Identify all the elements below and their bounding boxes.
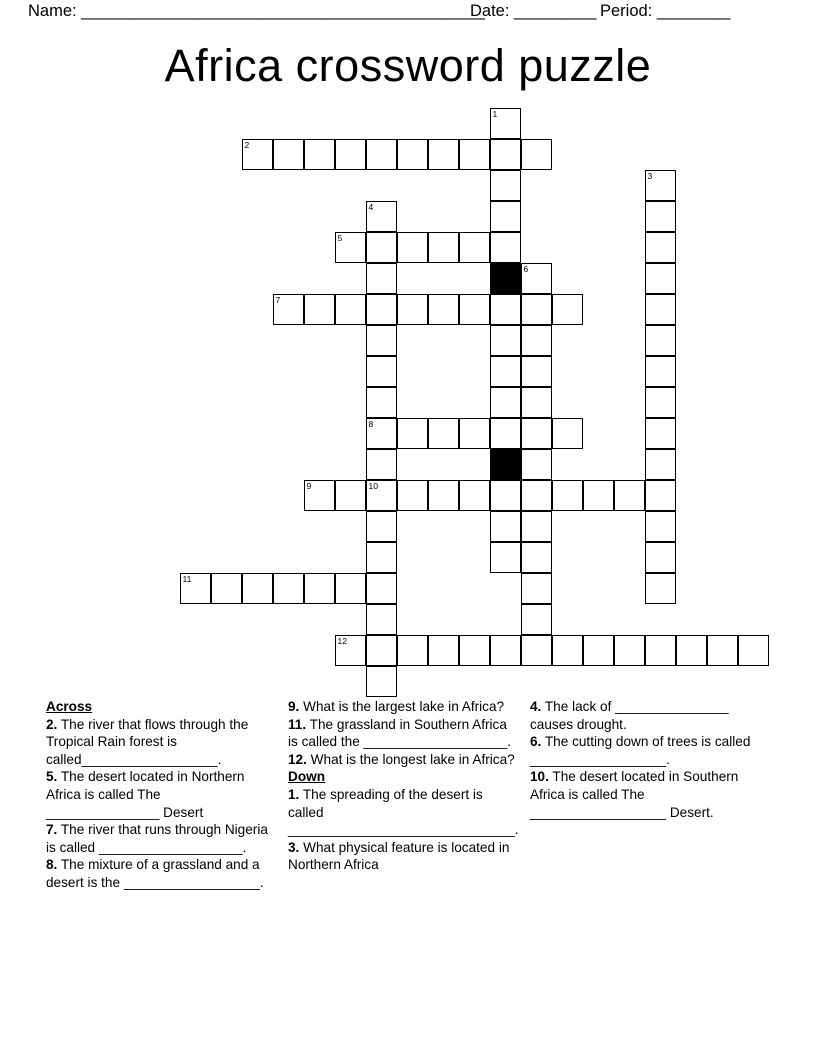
down-heading: Down: [288, 769, 325, 785]
grid-cell[interactable]: [366, 294, 397, 325]
clue-number: 1.: [288, 786, 300, 802]
clue-number: 6.: [530, 734, 542, 750]
clue-section: [0, 698, 816, 958]
grid-cell[interactable]: [366, 666, 397, 697]
clue-item: [530, 733, 766, 768]
grid-cell[interactable]: [459, 294, 490, 325]
clue-number: 3.: [288, 839, 300, 855]
grid-cell[interactable]: [490, 201, 521, 232]
grid-cell[interactable]: [490, 635, 521, 666]
clue-text: The cutting down of trees is called __________________.: [530, 734, 751, 767]
grid-cell[interactable]: [490, 418, 521, 449]
grid-cell[interactable]: [645, 263, 676, 294]
page-title: Africa crossword puzzle: [164, 40, 652, 91]
grid-cell[interactable]: [521, 418, 552, 449]
grid-cell-number: 4: [368, 202, 374, 212]
grid-cell[interactable]: [459, 418, 490, 449]
clue-item: [288, 698, 520, 716]
clue-number: 7.: [46, 822, 58, 838]
grid-cell[interactable]: [521, 387, 552, 418]
clue-item: [46, 768, 271, 821]
grid-cell-blocked: [490, 449, 521, 480]
grid-cell[interactable]: [521, 511, 552, 542]
grid-cell[interactable]: [428, 418, 459, 449]
grid-cell-number: 3: [647, 171, 653, 181]
header: [0, 2, 816, 26]
grid-cell-blocked: [490, 263, 521, 294]
clue-number: 9.: [288, 699, 300, 714]
grid-cell[interactable]: [583, 635, 614, 666]
grid-cell[interactable]: [366, 201, 397, 232]
grid-cell[interactable]: [552, 480, 583, 511]
grid-cell-number: 7: [275, 295, 281, 305]
clue-number: 5.: [46, 769, 58, 785]
grid-cell[interactable]: [521, 480, 552, 511]
grid-cell-number: 2: [244, 140, 250, 150]
grid-cell[interactable]: [335, 480, 366, 511]
grid-cell[interactable]: [366, 480, 397, 511]
grid-cell[interactable]: [645, 170, 676, 201]
grid-cell[interactable]: [273, 294, 304, 325]
grid-cell[interactable]: [366, 356, 397, 387]
grid-cell[interactable]: [645, 511, 676, 542]
grid-cell[interactable]: [459, 232, 490, 263]
grid-cell[interactable]: [521, 449, 552, 480]
grid-cell[interactable]: [521, 356, 552, 387]
grid-cell[interactable]: [738, 635, 769, 666]
grid-cell[interactable]: [366, 263, 397, 294]
grid-cell[interactable]: [645, 356, 676, 387]
grid-cell[interactable]: [490, 542, 521, 573]
grid-cell[interactable]: [335, 573, 366, 604]
grid-cell[interactable]: [366, 573, 397, 604]
grid-cell-number: 12: [337, 636, 347, 646]
grid-cell[interactable]: [304, 480, 335, 511]
grid-cell[interactable]: [490, 294, 521, 325]
grid-cell[interactable]: [645, 449, 676, 480]
grid-cell[interactable]: [645, 201, 676, 232]
grid-cell-number: 11: [182, 574, 192, 584]
clue-text: The lack of _______________ causes drought.: [530, 699, 729, 732]
clue-number: 8.: [46, 857, 58, 873]
grid-cell[interactable]: [645, 294, 676, 325]
clue-item: [530, 698, 766, 733]
grid-cell[interactable]: [521, 635, 552, 666]
clue-item: [530, 768, 766, 821]
grid-cell[interactable]: [397, 139, 428, 170]
grid-cell-number: 10: [368, 481, 378, 491]
clue-number: 11.: [288, 716, 307, 732]
grid-cell[interactable]: [366, 232, 397, 263]
grid-cell[interactable]: [273, 139, 304, 170]
grid-cell-number: 9: [306, 481, 312, 491]
clue-text: What is the longest lake in Africa?: [306, 751, 515, 767]
grid-cell[interactable]: [335, 232, 366, 263]
grid-cell[interactable]: [645, 232, 676, 263]
clue-text: The grassland in Southern Africa is called the ___________________.: [288, 716, 511, 750]
across-heading: Across: [46, 699, 93, 714]
grid-cell[interactable]: [273, 573, 304, 604]
clue-text: The river that runs through Nigeria is called ___________________.: [46, 822, 268, 855]
grid-cell[interactable]: [645, 573, 676, 604]
clue-text: What is the largest lake in Africa?: [299, 699, 505, 714]
grid-cell[interactable]: [490, 511, 521, 542]
clue-item: [46, 716, 271, 769]
clue-text: The desert located in Southern Africa is called The __________________ Desert.: [530, 769, 739, 820]
grid-cell[interactable]: [645, 635, 676, 666]
grid-cell[interactable]: [490, 480, 521, 511]
clue-item: [46, 856, 271, 891]
grid-cell[interactable]: [645, 418, 676, 449]
grid-cell[interactable]: [552, 294, 583, 325]
grid-cell[interactable]: [428, 139, 459, 170]
grid-cell[interactable]: [397, 635, 428, 666]
grid-cell-number: 6: [523, 264, 529, 274]
grid-cell[interactable]: [366, 387, 397, 418]
grid-cell[interactable]: [645, 480, 676, 511]
grid-cell[interactable]: [366, 325, 397, 356]
grid-cell[interactable]: [552, 418, 583, 449]
grid-cell-number: 8: [368, 419, 374, 429]
grid-cell[interactable]: [490, 139, 521, 170]
grid-cell[interactable]: [428, 232, 459, 263]
grid-cell[interactable]: [304, 294, 335, 325]
grid-cell[interactable]: [242, 573, 273, 604]
clue-item: [288, 716, 520, 751]
grid-cell[interactable]: [490, 356, 521, 387]
grid-cell[interactable]: [521, 294, 552, 325]
clue-number: 10.: [530, 769, 549, 785]
grid-cell[interactable]: [490, 325, 521, 356]
grid-cell[interactable]: [335, 294, 366, 325]
grid-cell[interactable]: [645, 542, 676, 573]
name-field-label[interactable]: Name: ____________________________________________: [28, 2, 485, 20]
grid-cell[interactable]: [366, 449, 397, 480]
grid-cell[interactable]: [552, 635, 583, 666]
grid-cell[interactable]: [583, 480, 614, 511]
period-field-label[interactable]: Period: ________: [600, 2, 731, 20]
grid-cell[interactable]: [521, 542, 552, 573]
clue-text: The spreading of the desert is called ______________________________.: [288, 786, 519, 838]
grid-cell-number: 5: [337, 233, 343, 243]
grid-cell[interactable]: [490, 170, 521, 201]
crossword-grid[interactable]: [0, 108, 816, 688]
grid-cell[interactable]: [397, 294, 428, 325]
grid-cell[interactable]: [366, 511, 397, 542]
grid-cell[interactable]: [397, 418, 428, 449]
grid-cell[interactable]: [428, 294, 459, 325]
grid-cell[interactable]: [304, 139, 335, 170]
grid-cell[interactable]: [521, 139, 552, 170]
grid-cell[interactable]: [366, 604, 397, 635]
clue-text: What physical feature is located in Northern Africa: [288, 839, 510, 873]
grid-cell[interactable]: [211, 573, 242, 604]
date-field-label[interactable]: Date: _________: [470, 2, 597, 20]
grid-cell[interactable]: [521, 604, 552, 635]
clue-text: The desert located in Northern Africa is called The _______________ Desert: [46, 769, 245, 820]
grid-cell[interactable]: [397, 232, 428, 263]
grid-cell[interactable]: [366, 635, 397, 666]
grid-cell[interactable]: [335, 139, 366, 170]
clue-column-3: [530, 698, 766, 821]
grid-cell[interactable]: [490, 108, 521, 139]
grid-cell[interactable]: [459, 139, 490, 170]
grid-cell[interactable]: [242, 139, 273, 170]
clue-item: [288, 839, 520, 874]
grid-cell[interactable]: [521, 573, 552, 604]
clue-number: 12.: [288, 751, 307, 767]
clue-item: [288, 786, 520, 839]
clue-column-2: [288, 698, 520, 874]
clue-item: [46, 821, 271, 856]
grid-cell[interactable]: [428, 480, 459, 511]
clue-column-1: [46, 698, 271, 892]
grid-cell[interactable]: [459, 480, 490, 511]
clue-item: [288, 751, 520, 769]
grid-cell-number: 1: [492, 109, 498, 119]
clue-number: 2.: [46, 716, 58, 732]
grid-cell[interactable]: [521, 325, 552, 356]
grid-cell[interactable]: [335, 635, 366, 666]
grid-cell[interactable]: [490, 232, 521, 263]
grid-cell[interactable]: [614, 480, 645, 511]
grid-cell[interactable]: [707, 635, 738, 666]
clue-text: The mixture of a grassland and a desert is the __________________.: [46, 857, 264, 890]
grid-cell[interactable]: [304, 573, 335, 604]
grid-cell[interactable]: [676, 635, 707, 666]
grid-cell[interactable]: [521, 263, 552, 294]
grid-cell[interactable]: [645, 387, 676, 418]
grid-cell[interactable]: [397, 480, 428, 511]
clue-number: 4.: [530, 699, 542, 714]
grid-cell[interactable]: [490, 387, 521, 418]
grid-cell[interactable]: [645, 325, 676, 356]
grid-cell[interactable]: [366, 418, 397, 449]
grid-cell[interactable]: [366, 542, 397, 573]
clue-text: The river that flows through the Tropical Rain forest is called__________________.: [46, 716, 249, 767]
grid-cell[interactable]: [428, 635, 459, 666]
grid-cell[interactable]: [614, 635, 645, 666]
grid-cell[interactable]: [180, 573, 211, 604]
grid-cell[interactable]: [366, 139, 397, 170]
grid-cell[interactable]: [459, 635, 490, 666]
